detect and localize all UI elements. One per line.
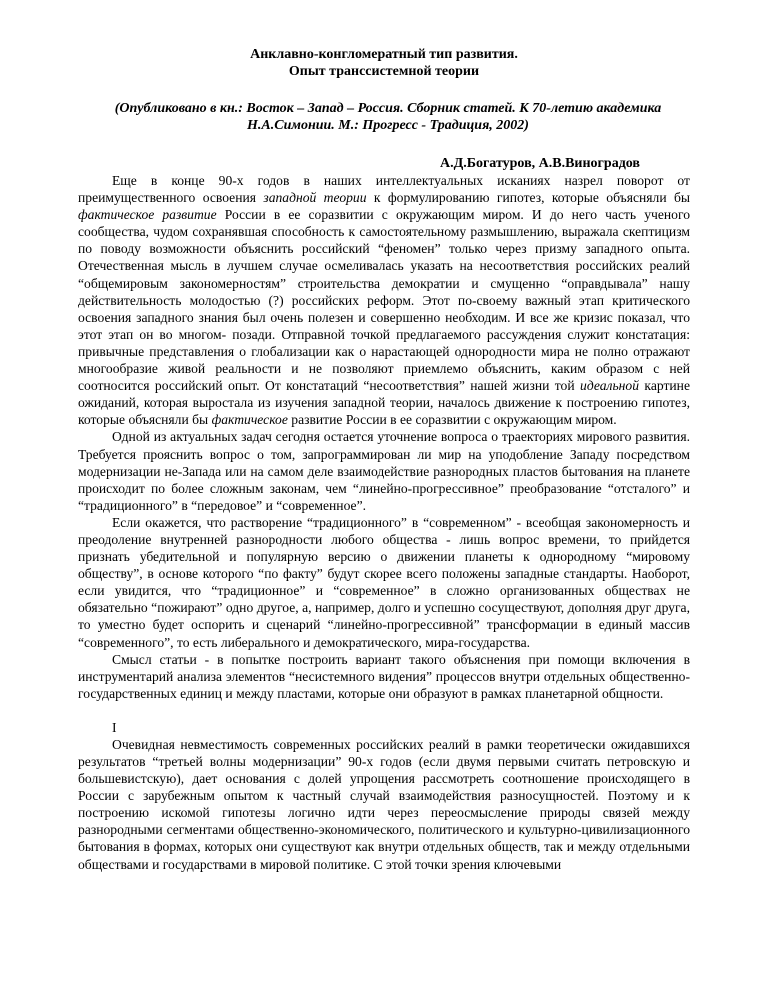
paragraph-4: Смысл статьи - в попытке построить вариант такого объяснения при помощи включения в инструментарий анализа элементов “несистемного видения” процессов внутри отдельных общественно-государственных единиц и между пластами, которые они образуют в рамках планетарной общности. [78, 651, 690, 701]
p1-text-b: к формулированию гипотез, которые объясняли бы [366, 190, 691, 206]
spacer [78, 702, 690, 719]
p1-text-e: развитие России в ее соразвитии с окружающим миром. [287, 412, 617, 428]
paragraph-3: Если окажется, что растворение “традиционного” в “современном” - всеобщая закономерность и преодоление внутренней разнородности любого общества - лишь вопрос времени, то прийдется признать убедительной и популярную версию о движении планеты к однородному “мировому обществу”, в основе которого “по факту” будут скорее всего положены западные стандарты. Наоборот, если увидится, что “традиционное” и “современное” в сложно организованных обществах не обязательно “пожирают” одно другое, а, например, долго и успешно сосуществуют, дополняя друг друга, то уместно будет оспорить и сценарий “линейно-прогрессивной” трансформации в единый массив “современного”, то есть либерального и демократического, мира-государства. [78, 514, 690, 650]
title-line-1: Анклавно-конгломератный тип развития. [250, 47, 518, 62]
document-title [78, 46, 690, 80]
document-page [78, 46, 690, 873]
p1-text-c: России в ее соразвитии с окружающим миром. И до него часть ученого сообщества, чудом сохранявшая способность к самостоятельному размышлению, выражала скептицизм по поводу возможности объяснить российский “феномен” только через призму западного опыта. Отечественная мысль в лучшем случае осмеливалась указать на несоответствия российских реалий “общемировым закономерностям” строительства демократии и смущенно “оправдывала” нашу действительность молодостью (?) российских реформ. Этот по-своему важный этап критического освоения западного знания был очень полезен и совершенно необходим. И все же кризис показал, что этот этап он во многом- позади. Отправной точкой предлагаемого рассуждения служит констатация: привычные представления о глобализации как о нарастающей однородности мира не полно отражают многообразие живой реальности и не позволяют приемлемо объяснить, каким образом с ней соотносится российский опыт. От констатаций “несоответствия” нашей жизни той [78, 207, 691, 394]
publication-note: (Опубликовано в кн.: Восток – Запад – Россия. Сборник статей. К 70-летию академика Н.А.Симонии. М.: Прогресс - Традиция, 2002) [114, 101, 662, 133]
p1-emphasis-3: идеальной [580, 378, 639, 394]
paragraph-5: Очевидная невместимость современных российских реалий в рамки теоретически ожидавшихся результатов “третьей волны модернизации” 90-х годов (если двумя первыми считать петровскую и большевистскую), дает основания с долей упрощения рассмотреть соотношение происходящего в России с зарубежным опытом к частный случай взаимодействия разносущностей. Поэтому и к построению искомой гипотезы логично идти через переосмысление природы связей между разнородными сегментами общественно-экономического, политического и культурно-цивилизационного бытования в формах, которых они существуют как внутри отдельных обществ, так и между отдельными обществами и государствами в мировой политике. С этой точки зрения ключевыми [78, 736, 690, 872]
p1-emphasis-1: западной теории [263, 190, 367, 206]
p1-text-a: Еще в конце 90-х годов в наших интеллектуальных исканиях назрел поворот от преимущественного освоения [78, 173, 690, 206]
section-heading: I [112, 719, 117, 735]
p1-text-d: картине ожиданий, которая выростала из изучения западной теории, началось движение к построению гипотез, которые объясняли бы [78, 378, 690, 428]
paragraph-2: Одной из актуальных задач сегодня остается уточнение вопроса о траекториях мирового развития. Требуется прояснить вопрос о том, запрограммирован ли мир на уподобление Западу посредством модернизации не-Запада или на самом деле взаимодействие разнородных пластов бытования на планете происходит по более сложным законам, чем “линейно-прогрессивное” преобразование “отсталого” и “традиционного” в “передовое” и “современное”. [78, 429, 690, 513]
p1-emphasis-4: фактическое [211, 412, 288, 428]
authors: А.Д.Богатуров, А.В.Виноградов [439, 156, 640, 171]
title-line-2: Опыт транссистемной теории [288, 64, 480, 79]
p1-emphasis-2: фактическое развитие [78, 207, 217, 223]
paragraph-1 [78, 172, 690, 428]
